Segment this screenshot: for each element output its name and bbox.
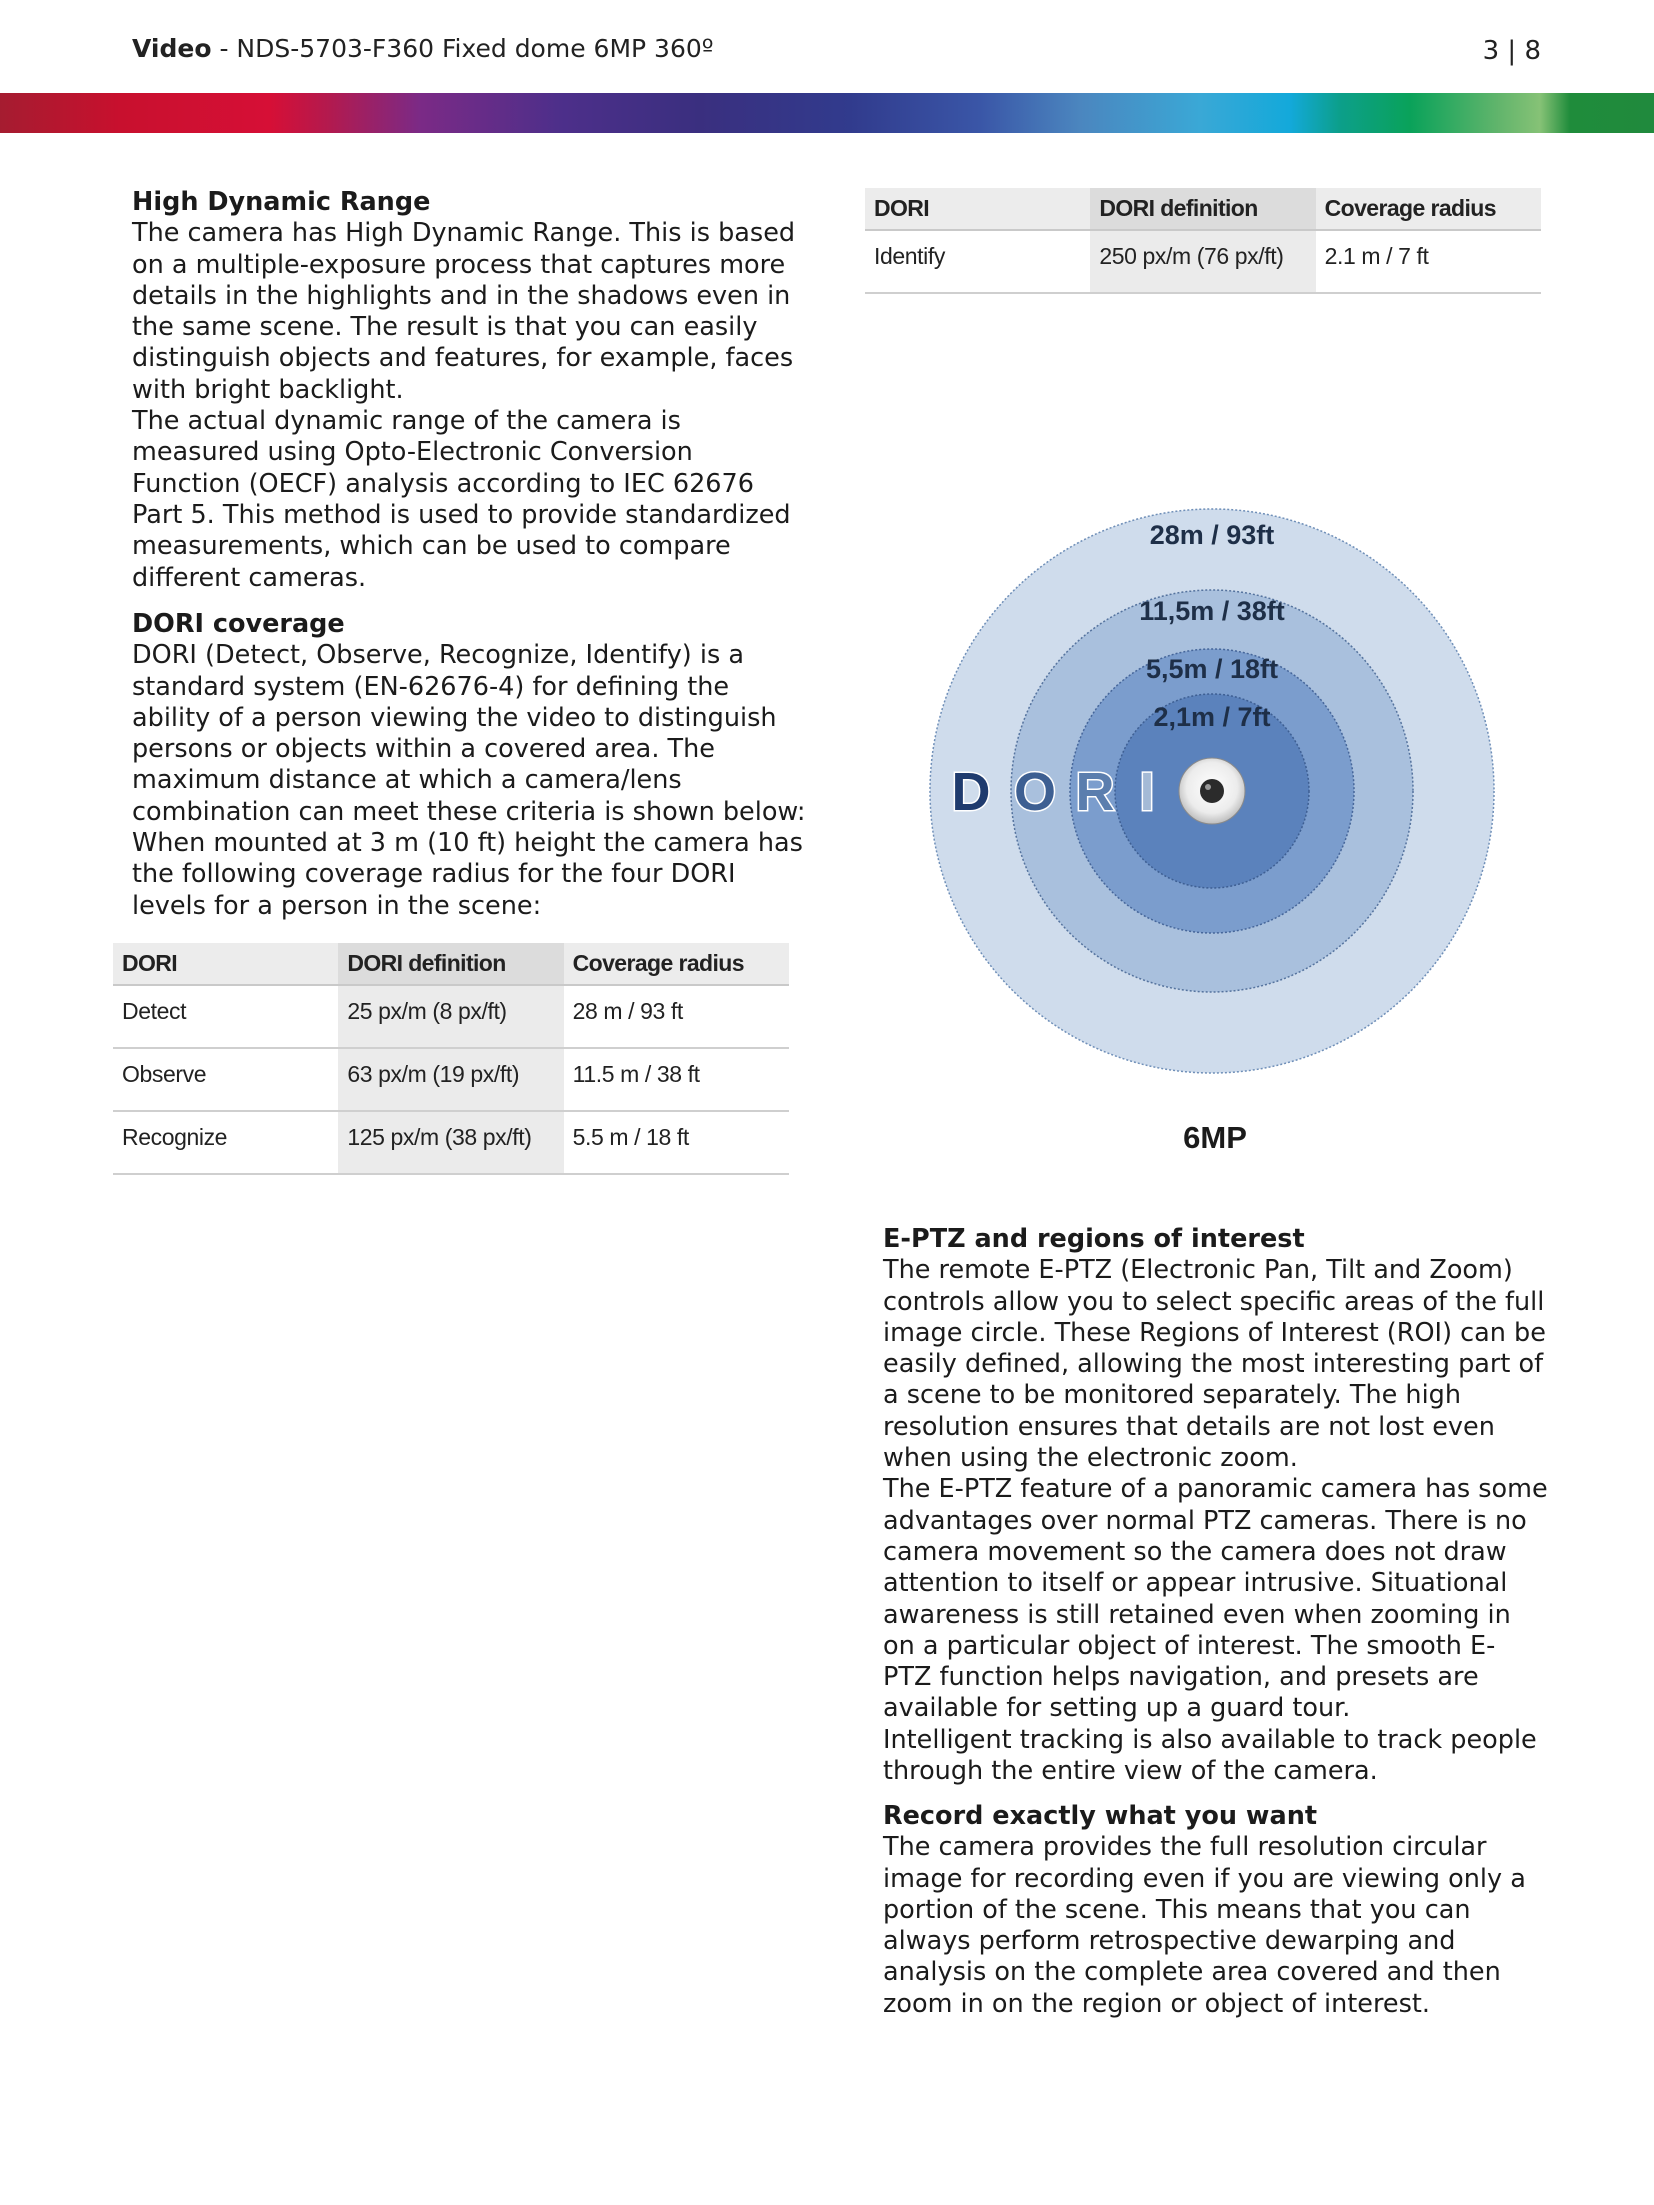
table-cell: 28 m / 93 ft [564,985,789,1048]
paragraph: The actual dynamic range of the camera is measured using Opto-Electronic Conversion Function (OECF) analysis according to IEC 62676 Part 5. This method is used to provide standardized measurements, which can be used to compare different cameras. [132,406,791,593]
table-cell: 63 px/m (19 px/ft) [338,1048,563,1111]
table-row [113,1048,789,1111]
paragraph: DORI (Detect, Observe, Recognize, Identify) is a standard system (EN-62676-4) for defining the ability of a person viewing the video to distinguish persons or objects within a covered area. The maximum distance at which a camera/lens combination can meet these criteria is shown below: [132,640,806,827]
table-cell: 5.5 m / 18 ft [564,1111,789,1174]
section-heading: High Dynamic Range [132,187,431,217]
paragraph: Intelligent tracking is also available to track people through the entire view of the camera. [883,1724,1537,1787]
table-cell: 25 px/m (8 px/ft) [338,985,563,1048]
table-cell: Identify [865,230,1090,293]
paragraph: The E-PTZ feature of a panoramic camera has some advantages over normal PTZ cameras. There is no camera movement so the camera does not draw attention to itself or appear intrusive. Situational awareness is still retained even when zooming in on a particular object of interest. The smooth E- PTZ function helps navigation, and presets are available for setting up a guard tour. [883,1474,1548,1724]
column-header: Coverage radius [564,943,789,985]
paragraph: The camera provides the full resolution circular image for recording even if you are viewing only a portion of the scene. This means that you can always perform retrospective dewarping and analysis on the complete area covered and then zoom in on the region or object of interest. [883,1832,1526,2019]
table-row [113,985,789,1048]
dori-coverage-section [132,609,812,922]
dori-letter-o: O [1013,762,1057,822]
dori-letter-d: D [951,762,991,822]
paragraph: The camera has High Dynamic Range. This is based on a multiple-exposure process that captures more details in the highlights and in the shadows even in the same scene. The result is that you can easily distinguish objects and features, for example, faces with bright backlight. [132,218,796,405]
paragraph: When mounted at 3 m (10 ft) height the camera has the following coverage radius for the four DORI levels for a person in the scene: [132,828,803,921]
camera-icon [1179,758,1245,824]
ring-label-identify: 2,1m / 7ft [1153,702,1271,732]
table-header-row [113,943,789,985]
table-cell: 250 px/m (76 px/ft) [1090,230,1315,293]
diagram-caption: 6MP [1183,1120,1247,1155]
dori-letter-r: R [1075,762,1115,822]
ring-label-detect: 28m / 93ft [1149,520,1275,550]
table-cell: 2.1 m / 7 ft [1316,230,1541,293]
record-section [883,1801,1548,2020]
dori-coverage-diagram [925,500,1500,1170]
paragraph: The remote E-PTZ (Electronic Pan, Tilt and Zoom) controls allow you to select specific areas of the full image circle. These Regions of Interest (ROI) can be easily defined, allowing the most interesting part of a scene to be monitored separately. The high resolution ensures that details are not lost even when using the electronic zoom. [883,1255,1546,1474]
ring-label-recognize: 5,5m / 18ft [1145,654,1279,684]
page-number: 3 | 8 [1482,36,1541,66]
dori-letter-i: I [1139,762,1155,822]
section-heading: E-PTZ and regions of interest [883,1224,1305,1254]
header-section: Video [132,34,212,63]
table-cell: 11.5 m / 38 ft [564,1048,789,1111]
section-heading: Record exactly what you want [883,1801,1318,1831]
table-row [865,230,1541,293]
ring-label-observe: 11,5m / 38ft [1139,596,1285,626]
table-cell: Detect [113,985,338,1048]
dori-table-continued [865,188,1541,294]
column-header: DORI definition [1090,188,1315,230]
column-header: DORI definition [338,943,563,985]
dori-table [113,943,789,1175]
section-heading: DORI coverage [132,609,345,639]
header-product: - NDS-5703-F360 Fixed dome 6MP 360º [211,34,714,63]
table-header-row [865,188,1541,230]
column-header: Coverage radius [1316,188,1541,230]
table-row [113,1111,789,1174]
eptz-section [883,1224,1548,1787]
brand-color-bar [0,93,1654,133]
table-cell: Recognize [113,1111,338,1174]
table-cell: 125 px/m (38 px/ft) [338,1111,563,1174]
column-header: DORI [113,943,338,985]
page-header-title [132,34,714,63]
high-dynamic-range-section [132,187,802,594]
table-cell: Observe [113,1048,338,1111]
column-header: DORI [865,188,1090,230]
